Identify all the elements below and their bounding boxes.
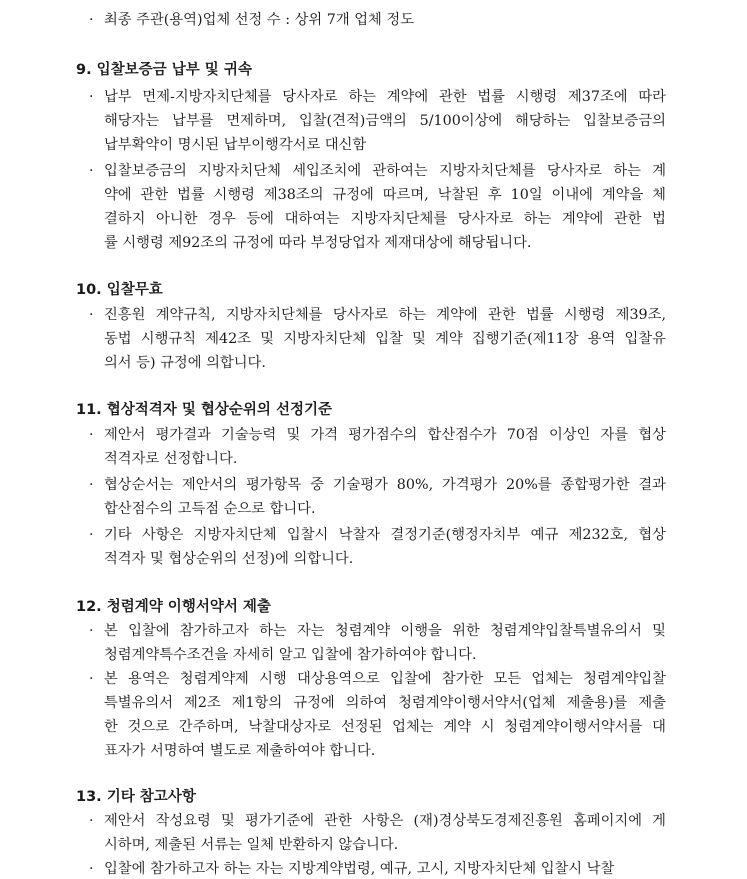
section-heading: 11. 협상적격자 및 협상순위의 선정기준	[76, 402, 332, 418]
bullet-marker: ·	[89, 477, 94, 493]
top-line: 최종 주관(용역)업체 선정 수 : 상위 7개 업체 정도	[104, 12, 415, 28]
bullet-text-line: 제안서 평가결과 기술능력 및 가격 평가점수의 합산점수가 70점 이상인 자를 협상	[104, 427, 666, 443]
bullet-marker: ·	[89, 527, 94, 543]
bullet-text-line: 특별유의서 제2조 제1항의 규정에 의하여 청렴계약이행서약서(업체 제출용)를 제출	[104, 695, 666, 711]
bullet-text-line: 표자가 서명하여 별도로 제출하여야 합니다.	[104, 743, 376, 759]
bullet-text-line: 적격자 및 협상순위의 선정)에 의합니다.	[104, 551, 354, 567]
bullet-text-line: 납부확약이 명시된 납부이행각서로 대신함	[104, 137, 367, 153]
bullet-text-line: 제안서 작성요령 및 평가기준에 관한 사항은 (재)경상북도경제진흥원 홈페이지에 게	[104, 813, 666, 829]
bullet-text-line: 해당자는 납부를 면제하며, 입찰(견적)금액의 5/100이상에 해당하는 입찰보증금의	[104, 113, 666, 129]
bullet-text-line: 진흥원 계약규칙, 지방자치단체를 당사자로 하는 계약에 관한 법률 시행령 제39조,	[104, 307, 666, 323]
bullet-text-line: 본 용역은 청렴계약제 시행 대상용역으로 입찰에 참가한 모든 업체는 청렴계약입찰	[104, 671, 666, 687]
bullet-marker: ·	[89, 861, 94, 877]
section-heading: 9. 입찰보증금 납부 및 귀속	[76, 62, 252, 78]
bullet-marker: ·	[89, 307, 94, 323]
bullet-marker: ·	[89, 671, 94, 687]
bullet-marker: ·	[89, 623, 94, 639]
bullet-text-line: 협상순서는 제안서의 평가항목 중 기술평가 80%, 가격평가 20%를 종합평가한 결과	[104, 477, 666, 493]
bullet-text-line: 합산점수의 고득점 순으로 합니다.	[104, 501, 316, 517]
bullet-text-line: 본 입찰에 참가하고자 하는 자는 청렴계약 이행을 위한 청렴계약입찰특별유의서 및	[104, 623, 666, 639]
bullet-text-line: 의서 등) 규정에 의합니다.	[104, 355, 266, 371]
bullet-marker: ·	[89, 12, 94, 28]
bullet-text-line: 한 것으로 간주하며, 낙찰대상자로 선정된 업체는 계약 시 청렴계약이행서약서를 대	[104, 719, 666, 735]
bullet-text-line: 납부 면제-지방자치단체를 당사자로 하는 계약에 관한 법률 시행령 제37조에 따라	[104, 89, 666, 105]
bullet-text-line: 입찰에 참가하고자 하는 자는 지방계약법령, 예규, 고시, 지방자치단체 입찰시 낙찰	[104, 861, 615, 877]
section-heading: 13. 기타 참고사항	[76, 789, 196, 805]
section-heading: 12. 청렴계약 이행서약서 제출	[76, 599, 271, 615]
bullet-text-line: 동법 시행규칙 제42조 및 지방자치단체 입찰 및 계약 집행기준(제11장 용역 입찰유	[104, 331, 666, 347]
bullet-text-line: 청렴계약특수조건을 자세히 알고 입찰에 참가하여야 합니다.	[104, 647, 477, 663]
bullet-marker: ·	[89, 427, 94, 443]
section-heading: 10. 입찰무효	[76, 282, 163, 298]
bullet-text-line: 률 시행령 제92조의 규정에 따라 부정당업자 제재대상에 해당됩니다.	[104, 235, 532, 251]
bullet-text-line: 적격자로 선정합니다.	[104, 451, 238, 467]
bullet-marker: ·	[89, 89, 94, 105]
bullet-text-line: 결하지 아니한 경우 등에 대하여는 지방자치단체를 당사자로 하는 계약에 관한 법	[104, 211, 666, 227]
bullet-text-line: 입찰보증금의 지방자치단체 세입조치에 관하여는 지방자치단체를 당사자로 하는 계	[104, 163, 666, 179]
bullet-text-line: 시하며, 제출된 서류는 일체 반환하지 않습니다.	[104, 837, 399, 853]
bullet-text-line: 기타 사항은 지방자치단체 입찰시 낙찰자 결정기준(행정자치부 예규 제232호, 협상	[104, 527, 666, 543]
bullet-text-line: 약에 관한 법률 시행령 제38조의 규정에 따르며, 낙찰된 후 10일 이내에 계약을 체	[104, 187, 666, 203]
bullet-marker: ·	[89, 813, 94, 829]
bullet-marker: ·	[89, 163, 94, 179]
